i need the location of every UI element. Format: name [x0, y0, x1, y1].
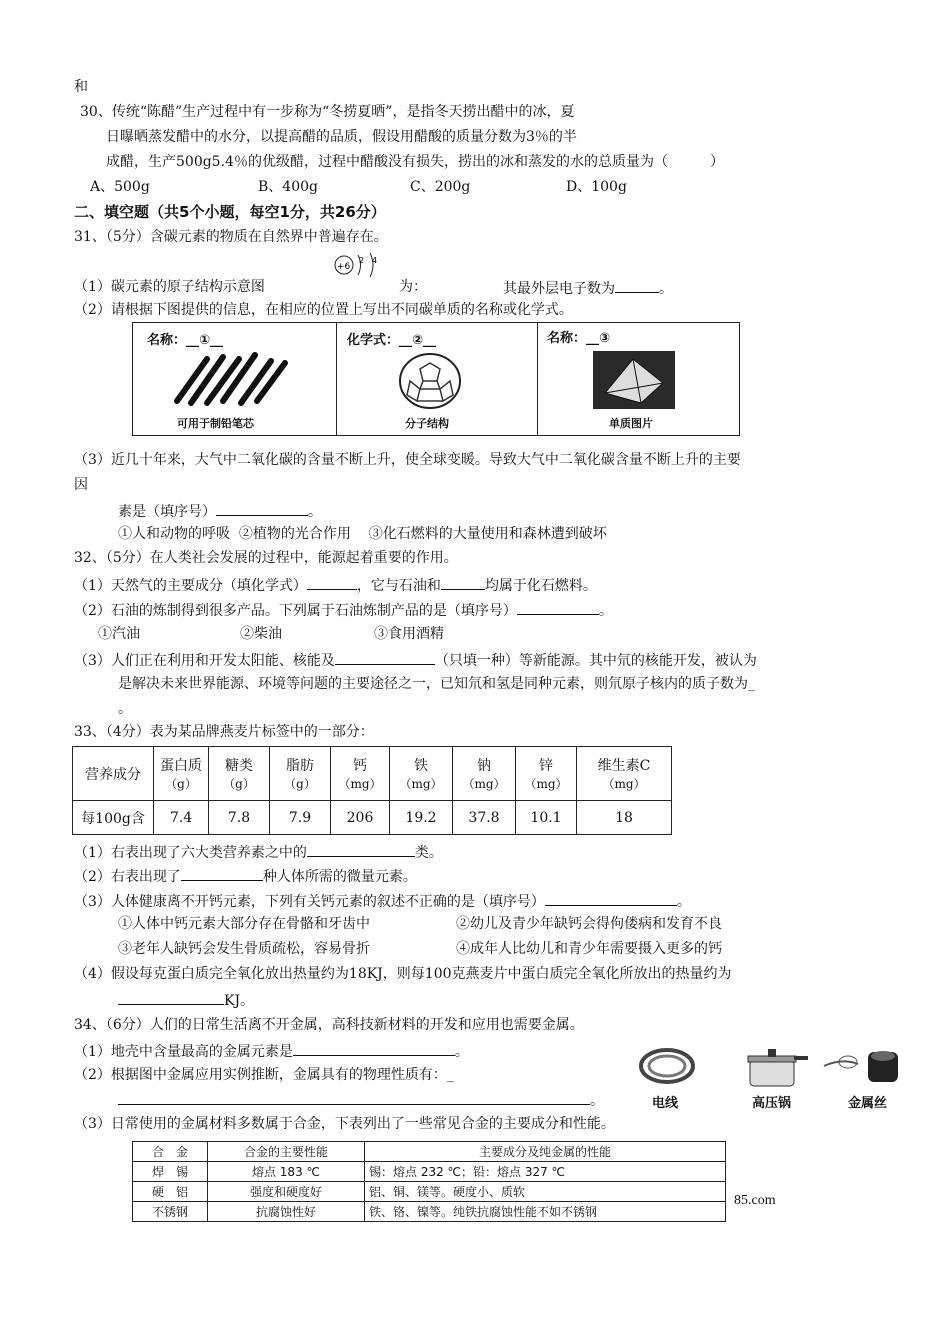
header-cell: 维生素C （mg） [577, 747, 672, 801]
q34-part3: （3）日常使用的金属材料多数属于合金，下表列出了一些常见合金的主要成分和性能。 [74, 1116, 615, 1132]
diamond-icon [591, 349, 677, 411]
q34-part1 [74, 1041, 469, 1061]
q32-part3-a: （3）人们正在利用和开发太阳能、核能及 [74, 653, 335, 669]
q32-part1-b: ，它与石油和 [356, 578, 441, 594]
table-cell: 7.9 [270, 801, 331, 835]
header-cell: 营养成分 [73, 747, 154, 801]
q31-part3-b: 因 [74, 477, 88, 493]
nutrition-table [72, 746, 672, 835]
answer-blank[interactable] [293, 1041, 455, 1056]
alloy-cell: 抗腐蚀性好 [208, 1202, 365, 1222]
q33-option-3: ③老年人缺钙会发生骨质疏松，容易骨折 [118, 941, 370, 957]
q29-tail: 和 [74, 79, 88, 95]
q31-part2: （2）请根据下图提供的信息，在相应的位置上写出不同碳单质的名称或化学式。 [74, 302, 573, 318]
q34-part2-a: （2）根据图中金属应用实例推断，金属具有的物理性质有：_ [74, 1067, 454, 1083]
alloy-cell: 铝、铜、镁等。硬度小、质软 [365, 1182, 726, 1202]
caption-3: 单质图片 [609, 417, 653, 430]
answer-blank[interactable] [335, 650, 435, 665]
q32-part1-a: （1）天然气的主要成分（填化学式） [74, 578, 307, 594]
q30-option-a: A、500g [90, 179, 150, 195]
q32-part2-end: 。 [598, 603, 613, 619]
answer-blank[interactable] [615, 278, 659, 293]
atom-shell1: 2 [359, 256, 365, 265]
q30-option-b: B、400g [258, 179, 318, 195]
q31-part3-end: 。 [308, 504, 322, 520]
caption-2: 分子结构 [405, 417, 449, 430]
q33-part2 [74, 866, 417, 886]
q33-part3-a: （3）人体健康离不开钙元素，下列有关钙元素的叙述不正确的是（填序号） [74, 894, 545, 910]
q33-option-1: ①人体中钙元素大部分存在骨骼和牙齿中 [118, 916, 370, 932]
header-cell: 锌 （mg） [516, 747, 577, 801]
answer-blank[interactable] [216, 501, 308, 516]
cell-title-2: 化学式：__②__ [347, 333, 437, 348]
q31-part1-c-text: 其最外层电子数为 [503, 281, 615, 297]
picture-label-3: 金属丝 [848, 1096, 888, 1111]
q33-part4-b: KJ。 [224, 993, 255, 1009]
q34-part2-end: 。 [590, 1093, 604, 1109]
table-row [73, 801, 672, 835]
alloy-table [132, 1141, 726, 1222]
q33-part2-a: （2）右表出现了 [74, 869, 181, 885]
q32-option-1: ①汽油 [98, 626, 140, 642]
table-cell: 19.2 [390, 801, 453, 835]
header-cell: 铁 （mg） [390, 747, 453, 801]
q31-part1 [74, 278, 265, 296]
answer-blank[interactable] [545, 891, 677, 906]
q31-part1-c [503, 278, 673, 298]
q32-part3-b: （只填一种）等新能源。其中氘的核能开发，被认为 [434, 653, 757, 669]
header-cell: 钙 （mg） [331, 747, 390, 801]
q34-intro: 34、（6分）人们的日常生活离不开金属，高科技新材料的开发和应用也需要金属。 [74, 1017, 584, 1033]
q32-part1-c: 均属于化石燃料。 [484, 578, 597, 594]
cell-title-3: 名称：__③ [547, 331, 611, 346]
table-header-row [73, 747, 672, 801]
header-cell: 钠 （mg） [453, 747, 516, 801]
q31-part3-options: ①人和动物的呼吸 ②植物的光合作用 ③化石燃料的大量使用和森林遭到破坏 [118, 526, 607, 542]
q33-option-4: ④成年人比幼儿和青少年需要摄入更多的钙 [456, 941, 722, 957]
q30-option-d: D、100g [566, 179, 627, 195]
q33-part2-b: 种人体所需的微量元素。 [262, 869, 417, 885]
table-row [133, 1202, 726, 1222]
q32-part3 [74, 650, 757, 670]
alloy-cell: 硬 铝 [133, 1182, 208, 1202]
carbon-atom-diagram [330, 252, 386, 292]
q32-option-2: ②柴油 [240, 626, 282, 642]
watermark-text: 85.com [734, 1193, 776, 1208]
carbon-figure [132, 322, 740, 436]
answer-blank[interactable] [181, 866, 263, 881]
q31-intro: 31、（5分）含碳元素的物质在自然界中普遍存在。 [74, 229, 388, 245]
alloy-cell: 强度和硬度好 [208, 1182, 365, 1202]
graphite-icon [167, 351, 295, 407]
header-cell: 蛋白质 （g） [154, 747, 209, 801]
q33-part4 [118, 990, 254, 1010]
table-cell: 每100g含 [73, 801, 154, 835]
q32-part3-d: 。 [118, 701, 132, 717]
q30-line1: 30、传统“陈醋”生产过程中有一步称为“冬捞夏晒”，是指冬天捞出醋中的冰，夏 [80, 104, 575, 120]
q30-line3: 成醋，生产500g5.4％的优级醋，过程中醋酸没有损失，捞出的冰和蒸发的水的总质量为（ ） [106, 154, 724, 170]
q33-part4-a: （4）假设每克蛋白质完全氧化放出热量约为18KJ，则每100克燕麦片中蛋白质完全氧化所放出的热量约为 [74, 966, 732, 982]
table-cell: 18 [577, 801, 672, 835]
answer-blank[interactable] [307, 842, 415, 857]
fullerene-icon [395, 351, 465, 411]
atom-nucleus: +6 [337, 262, 351, 272]
q30-option-c: C、200g [410, 179, 471, 195]
answer-blank[interactable] [118, 1090, 590, 1105]
q33-part3 [74, 891, 691, 911]
q31-part1-b: 为： [399, 279, 427, 295]
answer-blank[interactable] [307, 575, 357, 590]
table-cell: 10.1 [516, 801, 577, 835]
q34-part1-a: （1）地壳中含量最高的金属元素是 [74, 1044, 293, 1060]
metal-wire-icon [822, 1044, 902, 1088]
table-cell: 37.8 [453, 801, 516, 835]
q32-part2 [74, 600, 613, 620]
table-cell: 7.8 [209, 801, 270, 835]
alloy-header-cell: 合 金 [133, 1142, 208, 1162]
q31-part3-c-text: 素是（填序号） [118, 504, 216, 520]
q32-part2-a: （2）石油的炼制得到很多产品。下列属于石油炼制产品的是（填序号） [74, 603, 517, 619]
q31-part1-text: （1）碳元素的原子结构示意图 [74, 279, 265, 295]
q33-intro: 33、（4分）表为某品牌燕麦片标签中的一部分： [74, 724, 374, 740]
picture-label-1: 电线 [652, 1096, 679, 1111]
q32-part1 [74, 575, 597, 595]
alloy-header-cell: 合金的主要性能 [208, 1142, 365, 1162]
q31-part3-a: （3）近几十年来，大气中二氧化碳的含量不断上升，使全球变暖。导致大气中二氧化碳含量不断上升的主要 [74, 452, 741, 468]
table-row [133, 1162, 726, 1182]
q32-option-3: ③食用酒精 [374, 626, 444, 642]
answer-blank[interactable] [441, 575, 485, 590]
caption-1: 可用于制铅笔芯 [177, 417, 254, 430]
alloy-cell: 铁、铬、镍等。纯铁抗腐蚀性能不如不锈钢 [365, 1202, 726, 1222]
q33-part3-end: 。 [676, 894, 691, 910]
q33-part1 [74, 842, 443, 862]
answer-blank[interactable] [118, 990, 224, 1005]
q32-part3-c: 是解决未来世界能源、环境等问题的主要途径之一，已知氘和氢是同种元素，则氘原子核内的质子数为_ [118, 676, 755, 692]
atom-shell2: 4 [372, 256, 378, 265]
table-row [133, 1182, 726, 1202]
alloy-header-cell: 主要成分及纯金属的性能 [365, 1142, 726, 1162]
alloy-cell: 熔点 183 ℃ [208, 1162, 365, 1182]
wire-coil-icon [636, 1046, 698, 1086]
q33-part1-b: 类。 [414, 845, 443, 861]
pressure-cooker-icon [738, 1046, 810, 1090]
header-cell: 糖类 （g） [209, 747, 270, 801]
q33-part1-a: （1）右表出现了六大类营养素之中的 [74, 845, 307, 861]
alloy-cell: 锡：熔点 232 ℃；铅：熔点 327 ℃ [365, 1162, 726, 1182]
q34-part1-end: 。 [454, 1044, 469, 1060]
alloy-cell: 不锈钢 [133, 1202, 208, 1222]
q31-part3-c [118, 501, 322, 521]
table-cell: 7.4 [154, 801, 209, 835]
alloy-cell: 焊 锡 [133, 1162, 208, 1182]
q33-option-2: ②幼儿及青少年缺钙会得佝偻病和发育不良 [456, 916, 722, 932]
table-cell: 206 [331, 801, 390, 835]
alloy-header-row [133, 1142, 726, 1162]
header-cell: 脂肪 （g） [270, 747, 331, 801]
cell-title-1: 名称：__①__ [147, 333, 224, 348]
picture-label-2: 高压锅 [752, 1096, 792, 1111]
q32-intro: 32、（5分）在人类社会发展的过程中，能源起着重要的作用。 [74, 550, 458, 566]
q34-part2 [118, 1090, 604, 1110]
answer-blank[interactable] [517, 600, 599, 615]
q30-line2: 日曝晒蒸发醋中的水分，以提高醋的品质，假设用醋酸的质量分数为3％的半 [106, 129, 577, 145]
q31-part1-end: 。 [659, 281, 673, 297]
section-title: 二、填空题（共5个小题，每空1分，共26分） [74, 203, 386, 221]
